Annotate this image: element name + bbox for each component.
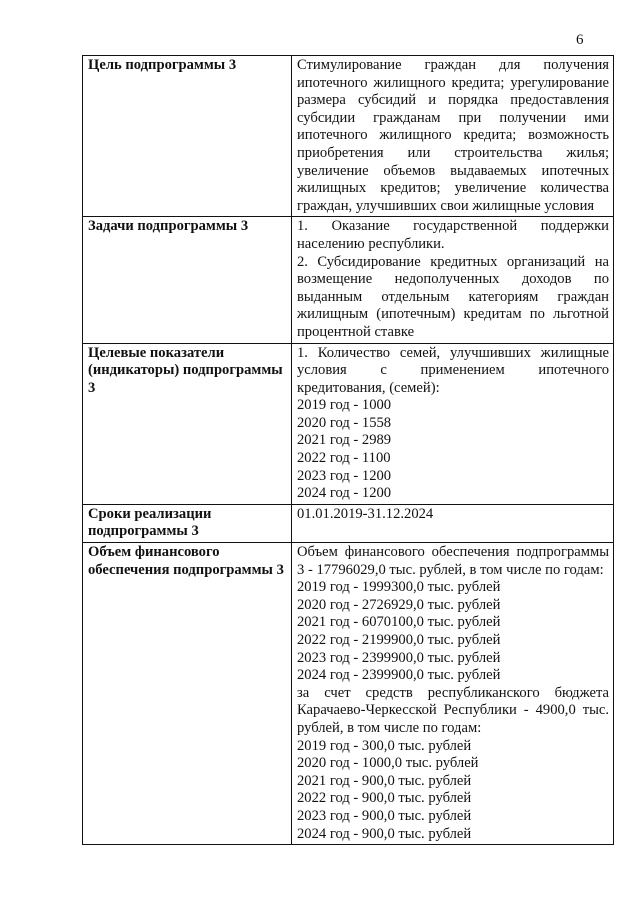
indicators-label-cell	[83, 343, 292, 504]
table-row-indicators	[83, 343, 614, 504]
indicators-label: Целевые показатели (индикаторы) подпрограммы 3	[88, 344, 283, 396]
indicator-year-line: 2022 год - 1100	[297, 450, 391, 467]
timeline-value-cell	[292, 504, 614, 542]
financing-value-cell	[292, 543, 614, 845]
table-row-financing	[83, 543, 614, 845]
indicator-year-line: 2021 год - 2989	[297, 432, 392, 449]
timeline-value: 01.01.2019-31.12.2024	[297, 505, 434, 522]
tasks-label: Задачи подпрограммы 3	[88, 218, 249, 235]
financing-year-line: 2021 год - 6070100,0 тыс. рублей	[297, 614, 501, 631]
indicators-value-cell	[292, 343, 614, 504]
task-item-2: 2. Субсидирование кредитных организаций на возмещение недополученных доходов по выданным отдельным категориям граждан жилищным (ипотечным) кредитам по льготной процентной ставке	[297, 253, 609, 340]
subprogram-passport-table	[82, 55, 614, 845]
regional-budget-year-line: 2023 год - 900,0 тыс. рублей	[297, 807, 472, 824]
regional-budget-year-line: 2021 год - 900,0 тыс. рублей	[297, 772, 472, 789]
financing-year-line: 2020 год - 2726929,0 тыс. рублей	[297, 596, 501, 613]
indicator-intro: 1. Количество семей, улучшивших жилищные условия с применением ипотечного кредитования, (семей):	[297, 344, 609, 396]
timeline-label: Сроки реализации подпрограммы 3	[88, 505, 212, 540]
financing-year-line: 2023 год - 2399900,0 тыс. рублей	[297, 649, 501, 666]
indicator-year-line: 2024 год - 1200	[297, 485, 392, 502]
tasks-label-cell	[83, 217, 292, 343]
table-row-tasks	[83, 217, 614, 343]
regional-budget-year-line: 2019 год - 300,0 тыс. рублей	[297, 737, 472, 754]
financing-year-line: 2024 год - 2399900,0 тыс. рублей	[297, 667, 501, 684]
task-item-1: 1. Оказание государственной поддержки населению республики.	[297, 218, 609, 252]
indicator-year-line: 2023 год - 1200	[297, 467, 392, 484]
table-row-goal	[83, 56, 614, 217]
financing-total-intro: Объем финансового обеспечения подпрограммы 3 - 17796029,0 тыс. рублей, в том числе по годам:	[297, 544, 609, 578]
timeline-label-cell	[83, 504, 292, 542]
indicator-year-line: 2019 год - 1000	[297, 397, 392, 414]
regional-budget-year-line: 2024 год - 900,0 тыс. рублей	[297, 825, 472, 842]
goal-label-cell	[83, 56, 292, 217]
goal-value: Стимулирование граждан для получения ипотечного жилищного кредита; урегулирование размера субсидий и порядка предоставления субсидии гражданам при получении ими ипотечного жилищного кредита; возможность приобретения или строительства жилья; увеличение объемов выдаваемых ипотечных жилищных кредитов; увеличение количества граждан, улучшивших свои жилищные условия	[297, 57, 609, 214]
regional-budget-intro: за счет средств республиканского бюджета Карачаево-Черкесской Республики - 4900,0 тыс. рублей, в том числе по годам:	[297, 684, 609, 736]
financing-year-line: 2022 год - 2199900,0 тыс. рублей	[297, 632, 501, 648]
tasks-value-cell	[292, 217, 614, 343]
goal-value-cell	[292, 56, 614, 217]
regional-budget-year-line: 2020 год - 1000,0 тыс. рублей	[297, 755, 479, 772]
regional-budget-year-line: 2022 год - 900,0 тыс. рублей	[297, 790, 472, 807]
page-number: 6	[576, 32, 584, 48]
financing-year-line: 2019 год - 1999300,0 тыс. рублей	[297, 579, 501, 596]
indicator-year-line: 2020 год - 1558	[297, 414, 392, 431]
goal-label: Цель подпрограммы 3	[88, 57, 237, 73]
financing-label: Объем финансового обеспечения подпрограммы 3	[88, 544, 284, 578]
table-row-timeline	[83, 504, 614, 542]
financing-label-cell	[83, 543, 292, 845]
